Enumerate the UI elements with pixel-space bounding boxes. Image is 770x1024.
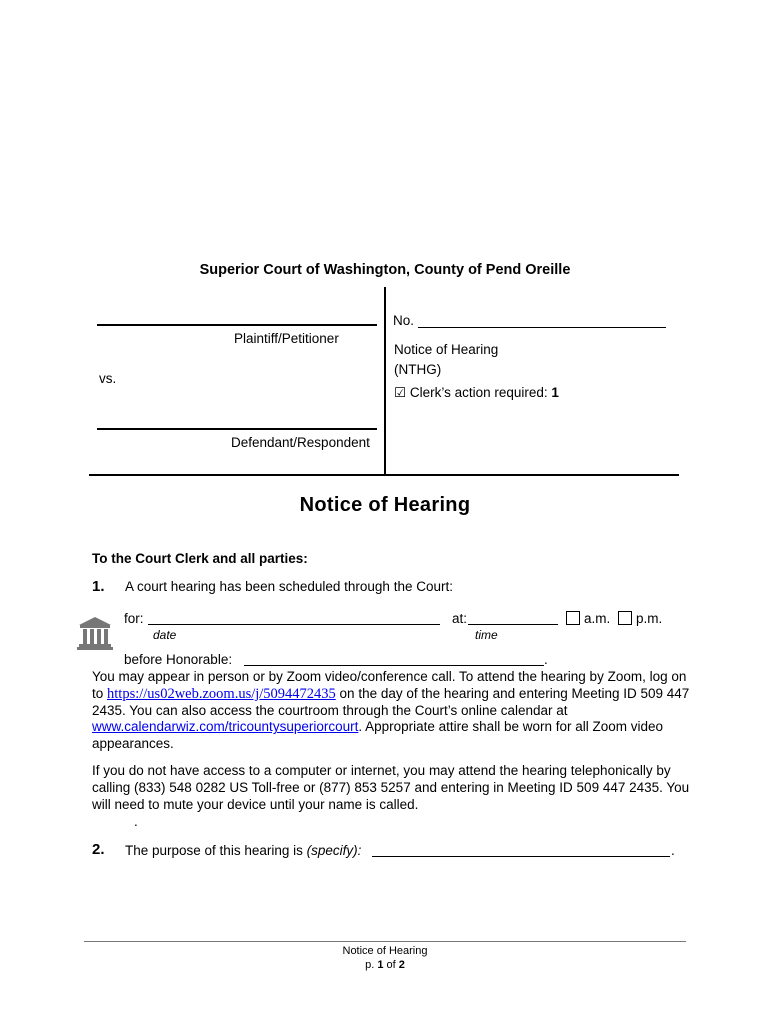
stray-dot: . bbox=[134, 814, 138, 829]
zoom-text-3: . Appropriate attire shall be worn for all Zoom video appearances. bbox=[92, 719, 664, 752]
case-number-field[interactable] bbox=[418, 327, 666, 328]
at-label: at: bbox=[452, 611, 468, 626]
judge-name-field[interactable] bbox=[244, 665, 544, 666]
footer-page-number: 1 bbox=[377, 959, 384, 971]
am-checkbox[interactable] bbox=[566, 611, 580, 625]
zoom-text-1: You may appear in person or by Zoom video/conference call. To attend the hearing by Zoom, log on to bbox=[92, 669, 687, 701]
caption-bottom-rule bbox=[89, 474, 679, 476]
pm-checkbox[interactable] bbox=[618, 611, 632, 625]
courthouse-icon bbox=[76, 614, 114, 652]
zoom-link[interactable]: https://us02web.zoom.us/j/5094472435 bbox=[107, 685, 336, 702]
item1-text: A court hearing has been scheduled through the Court: bbox=[125, 579, 453, 594]
plaintiff-label: Plaintiff/Petitioner bbox=[234, 331, 339, 346]
date-caption: date bbox=[153, 628, 177, 642]
pm-label: p.m. bbox=[636, 611, 663, 626]
before-end: . bbox=[544, 652, 548, 667]
defendant-label: Defendant/Respondent bbox=[231, 435, 370, 450]
plaintiff-line bbox=[97, 324, 377, 326]
item2-text bbox=[125, 843, 361, 858]
footer-page-total: 2 bbox=[398, 959, 405, 971]
footer-page-prefix: p. bbox=[365, 959, 378, 971]
item2-specify: (specify): bbox=[306, 843, 362, 858]
clerk-action-text: ☑ Clerk’s action required: bbox=[394, 385, 552, 400]
footer-page-of: of bbox=[383, 959, 399, 971]
addressee: To the Court Clerk and all parties: bbox=[92, 551, 308, 566]
item2-number: 2. bbox=[92, 841, 105, 858]
caption-doc-code: (NTHG) bbox=[394, 362, 442, 377]
phone-instructions: If you do not have access to a computer or internet, you may attend the hearing telephonically by calling (833) 548 0282 US Toll-free or (877) 853 5257 and entering in Meeting ID 509 447 2435. You will need to mute your device until your name is called. bbox=[92, 763, 690, 812]
zoom-instructions bbox=[92, 669, 692, 753]
zoom-text-2: on the day of the hearing and entering Meeting ID 509 447 2435. You can also access the courtroom through the Court’s online calendar at bbox=[92, 685, 690, 718]
am-label: a.m. bbox=[584, 611, 611, 626]
purpose-field[interactable] bbox=[372, 856, 670, 857]
footer-page bbox=[0, 959, 770, 971]
item2-end: . bbox=[671, 843, 675, 858]
defendant-line bbox=[97, 428, 377, 430]
for-label: for: bbox=[124, 611, 144, 626]
time-caption: time bbox=[475, 628, 498, 642]
hearing-time-field[interactable] bbox=[468, 624, 558, 625]
pm-option[interactable] bbox=[618, 611, 662, 626]
clerk-action bbox=[394, 385, 559, 401]
document-title: Notice of Hearing bbox=[299, 494, 471, 516]
caption-doc-name: Notice of Hearing bbox=[394, 342, 499, 357]
calendar-link[interactable]: www.calendarwiz.com/tricountysuperiorcourt bbox=[92, 719, 359, 735]
court-title: Superior Court of Washington, County of Pend Oreille bbox=[199, 262, 571, 278]
caption-divider bbox=[384, 287, 386, 475]
footer-doc-name: Notice of Hearing bbox=[342, 945, 428, 957]
footer-rule bbox=[84, 941, 686, 942]
item1-number: 1. bbox=[92, 578, 105, 595]
am-option[interactable] bbox=[566, 611, 610, 626]
case-number-label: No. bbox=[393, 313, 415, 328]
hearing-date-field[interactable] bbox=[148, 624, 440, 625]
item2-label: The purpose of this hearing is bbox=[125, 843, 307, 858]
vs-label: vs. bbox=[99, 371, 117, 386]
clerk-action-number: 1 bbox=[551, 385, 559, 400]
before-label: before Honorable: bbox=[124, 652, 233, 667]
